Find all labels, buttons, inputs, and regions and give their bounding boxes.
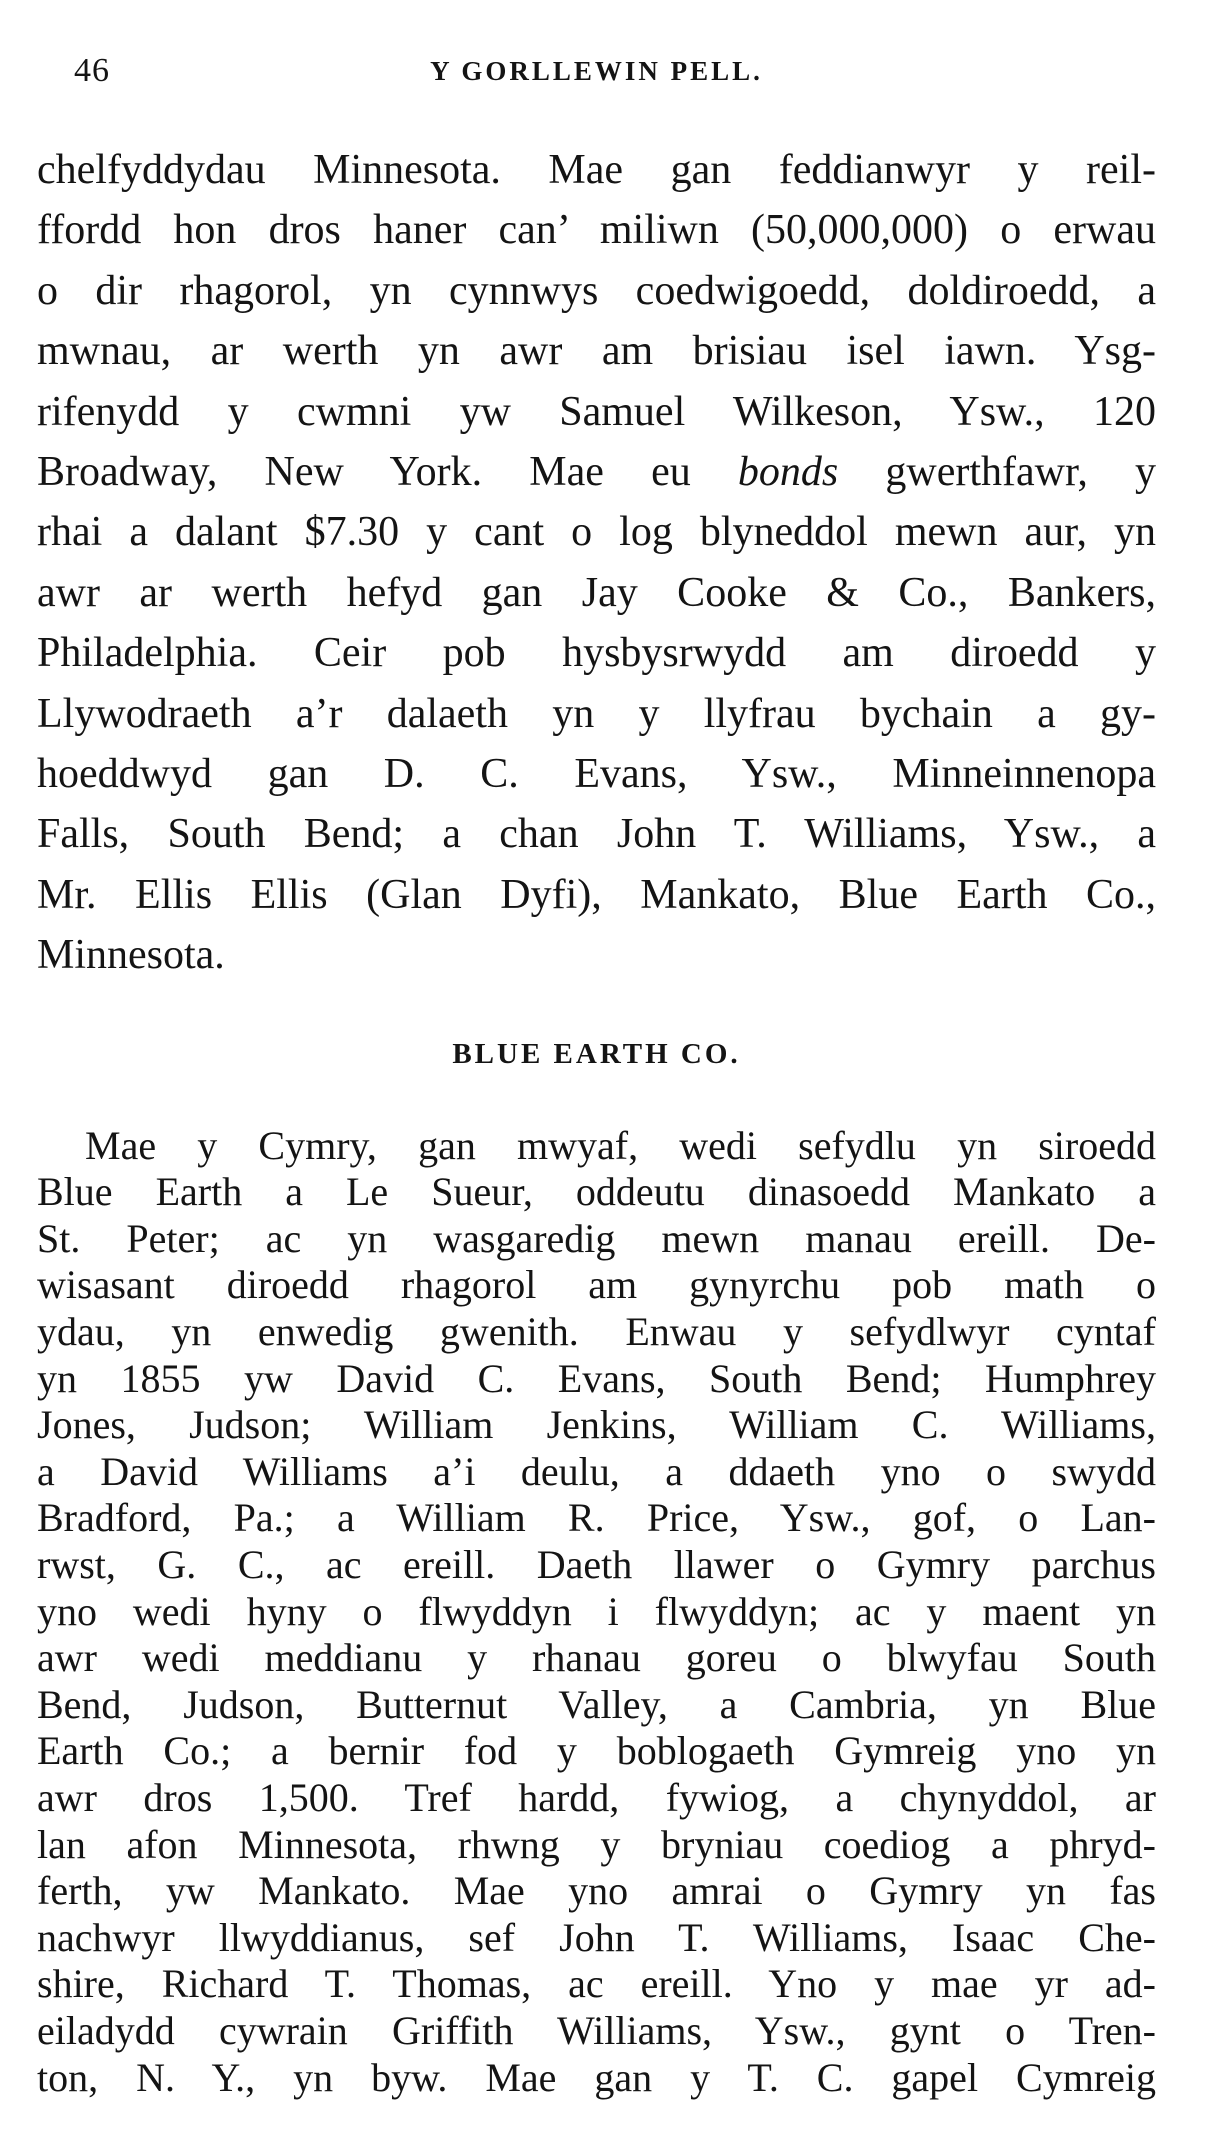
text-line: ffordd hon dros haner can’ miliwn (50,000,000) o erwau: [37, 207, 1156, 254]
text-line: Falls, South Bend; a chan John T. Williams, Ysw., a: [37, 811, 1156, 858]
running-head: [37, 0, 1156, 140]
text-line: shire, Richard T. Thomas, ac ereill. Yno y mae yr ad-: [37, 1961, 1156, 2007]
text-line: eiladydd cywrain Griffith Williams, Ysw., gynt o Tren-: [37, 2007, 1156, 2053]
text-line: Minnesota.: [37, 932, 225, 979]
text-line: Mr. Ellis Ellis (Glan Dyfi), Mankato, Blue Earth Co.,: [37, 871, 1156, 918]
text-line: lan afon Minnesota, rhwng y bryniau coediog a phryd-: [37, 1821, 1156, 1867]
text-line: awr dros 1,500. Tref hardd, fywiog, a chynyddol, ar: [37, 1775, 1156, 1820]
text-line: nachwyr llwyddianus, sef John T. Williams, Isaac Che-: [37, 1914, 1156, 1960]
text-line: chelfyddydau Minnesota. Mae gan feddianwyr y reil-: [37, 147, 1156, 193]
text-line: mwnau, ar werth yn awr am brisiau isel iawn. Ysg-: [37, 328, 1156, 375]
text-line: a David Williams a’i deulu, a ddaeth yno o swydd: [37, 1448, 1156, 1494]
text-line: yn 1855 yw David C. Evans, South Bend; Humphrey: [37, 1355, 1156, 1401]
text-line: Jones, Judson; William Jenkins, William C. Williams,: [37, 1402, 1156, 1448]
text-line: awr wedi meddianu y rhanau goreu o blwyfau South: [37, 1635, 1156, 1681]
text-line: Llywodraeth a’r dalaeth yn y llyfrau bychain a gy-: [37, 690, 1156, 737]
section-heading: BLUE EARTH CO.: [452, 1037, 741, 1070]
running-title: Y GORLLEWIN PELL.: [430, 56, 763, 86]
text-line: wisasant diroedd rhagorol am gynyrchu pob math o: [37, 1262, 1156, 1308]
text-line: Bradford, Pa.; a William R. Price, Ysw., gof, o Lan-: [37, 1495, 1156, 1541]
text-line: o dir rhagorol, yn cynnwys coedwigoedd, doldiroedd, a: [37, 267, 1156, 314]
text-line: yno wedi hyny o flwyddyn i flwyddyn; ac y maent yn: [37, 1588, 1156, 1634]
text-line: awr ar werth hefyd gan Jay Cooke & Co., Bankers,: [37, 569, 1156, 616]
text-run: Broadway, New York. Mae eu: [37, 449, 738, 496]
text-line: rhai a dalant $7.30 y cant o log blyneddol mewn aur, yn: [37, 509, 1156, 556]
paragraph-1: [37, 140, 1156, 986]
paragraph-2: [37, 1123, 1156, 2101]
text-line: rwst, G. C., ac ereill. Daeth llawer o Gymry parchus: [37, 1542, 1156, 1588]
text-line: St. Peter; ac yn wasgaredig mewn manau ereill. De-: [37, 1215, 1156, 1261]
text-line: rifenydd y cwmni yw Samuel Wilkeson, Ysw., 120: [37, 388, 1156, 435]
page-number: 46: [74, 52, 110, 89]
text-line: Bend, Judson, Butternut Valley, a Cambria, yn Blue: [37, 1681, 1156, 1727]
text-line: ferth, yw Mankato. Mae yno amrai o Gymry yn fas: [37, 1868, 1156, 1914]
italic-word: bonds: [737, 449, 839, 496]
text-line-with-italic: [37, 442, 1156, 502]
text-line: Earth Co.; a bernir fod y boblogaeth Gymreig yno yn: [37, 1728, 1156, 1774]
text-line: hoeddwyd gan D. C. Evans, Ysw., Minneinnenopa: [37, 751, 1156, 798]
text-line: ton, N. Y., yn byw. Mae gan y T. C. gapel Cymreig: [37, 2054, 1156, 2100]
text-line: Blue Earth a Le Sueur, oddeutu dinasoedd Mankato a: [37, 1169, 1156, 1215]
text-line: Philadelphia. Ceir pob hysbysrwydd am diroedd y: [37, 630, 1156, 677]
text-run: gwerthfawr, y: [838, 449, 1156, 496]
text-line: Mae y Cymry, gan mwyaf, wedi sefydlu yn siroedd: [85, 1122, 1156, 1168]
text-line: ydau, yn enwedig gwenith. Enwau y sefydlwyr cyntaf: [37, 1309, 1156, 1355]
